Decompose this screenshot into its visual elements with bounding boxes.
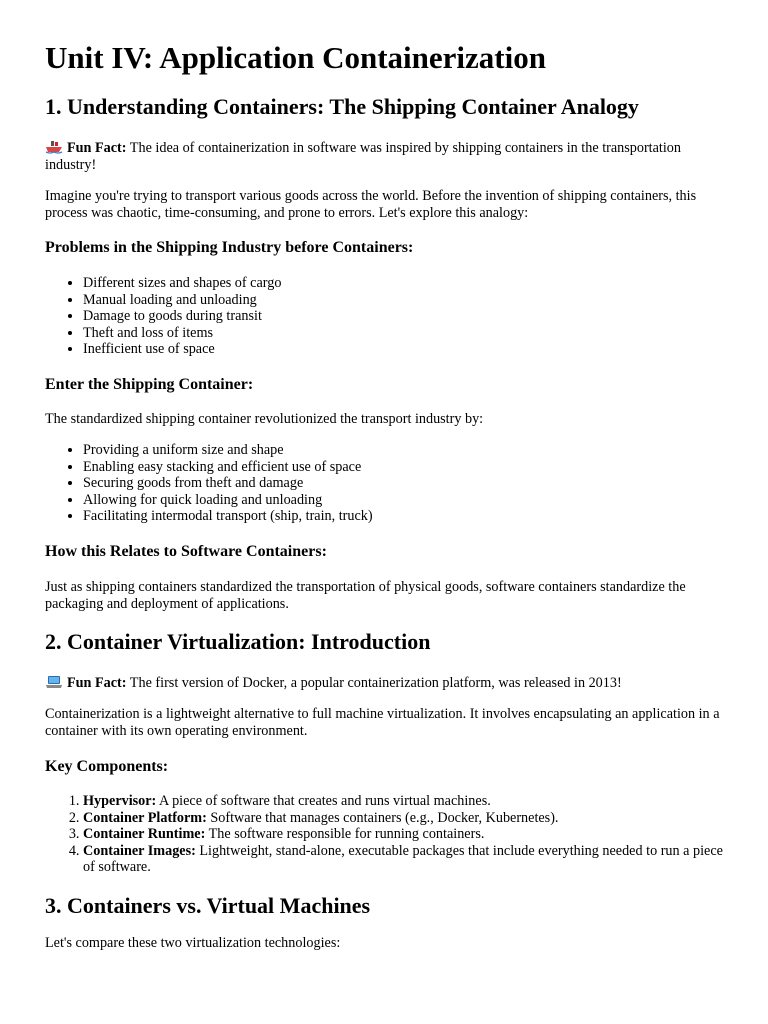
component-term: Container Platform: bbox=[83, 809, 207, 826]
components-list bbox=[45, 793, 724, 876]
list-item: • Different sizes and shapes of cargo bbox=[83, 275, 724, 292]
fun-fact-label: Fun Fact: bbox=[67, 675, 127, 691]
list-item: • Providing a uniform size and shape bbox=[83, 442, 724, 459]
enter-intro: The standardized shipping container revolutionized the transport industry by: bbox=[45, 411, 484, 427]
list-item bbox=[83, 843, 724, 876]
list-item bbox=[83, 793, 724, 810]
section3-intro: Let's compare these two virtualization technologies: bbox=[45, 935, 341, 951]
section1-heading: 1. Understanding Containers: The Shipping Container Analogy bbox=[45, 94, 639, 119]
list-item: • Damage to goods during transit bbox=[83, 308, 724, 325]
section1-intro: Imagine you're trying to transport various goods across the world. Before the invention of shipping containers, this process was chaotic, time-consuming, and prone to errors. Let's explore this analogy: bbox=[45, 188, 697, 221]
enter-heading: Enter the Shipping Container: bbox=[45, 376, 254, 393]
list-item bbox=[83, 810, 724, 827]
list-item: • Inefficient use of space bbox=[83, 341, 724, 358]
problems-list bbox=[45, 275, 724, 358]
fun-fact-text: The first version of Docker, a popular containerization platform, was released in 2013! bbox=[126, 675, 622, 691]
section2-heading: 2. Container Virtualization: Introduction bbox=[45, 629, 431, 654]
components-heading: Key Components: bbox=[45, 758, 169, 775]
list-item: • Manual loading and unloading bbox=[83, 292, 724, 309]
list-item: • Securing goods from theft and damage bbox=[83, 475, 724, 492]
laptop-icon bbox=[45, 675, 63, 689]
fun-fact-text: The idea of containerization in software was inspired by shipping containers in the transportation industry! bbox=[45, 140, 681, 173]
component-term: Container Runtime: bbox=[83, 826, 206, 842]
list-item: • Allowing for quick loading and unloading bbox=[83, 492, 724, 509]
relates-heading: How this Relates to Software Containers: bbox=[45, 543, 327, 560]
relates-text: Just as shipping containers standardized the transportation of physical goods, software containers standardize the packaging and deployment of applications. bbox=[45, 579, 686, 612]
component-desc: The software responsible for running containers. bbox=[205, 826, 485, 842]
section3-heading: 3. Containers vs. Virtual Machines bbox=[45, 893, 371, 918]
component-term: Hypervisor: bbox=[83, 793, 157, 809]
component-desc: A piece of software that creates and runs virtual machines. bbox=[156, 793, 491, 809]
section2-fun-fact bbox=[45, 675, 724, 692]
section1-fun-fact bbox=[45, 140, 724, 173]
problems-heading: Problems in the Shipping Industry before Containers: bbox=[45, 239, 414, 256]
ship-icon bbox=[45, 140, 63, 154]
list-item: • Theft and loss of items bbox=[83, 325, 724, 342]
component-desc: Lightweight, stand-alone, executable packages that include everything needed to run a piece of software. bbox=[83, 842, 723, 875]
list-item: • Enabling easy stacking and efficient use of space bbox=[83, 459, 724, 476]
list-item: • Facilitating intermodal transport (ship, train, truck) bbox=[83, 508, 724, 525]
section2-intro: Containerization is a lightweight alternative to full machine virtualization. It involves encapsulating an application in a container with its own operating environment. bbox=[45, 706, 720, 739]
component-desc: Software that manages containers (e.g., Docker, Kubernetes). bbox=[206, 809, 559, 826]
list-item bbox=[83, 826, 724, 843]
page-title: Unit IV: Application Containerization bbox=[45, 40, 546, 75]
component-term: Container Images: bbox=[83, 842, 196, 859]
fun-fact-label: Fun Fact: bbox=[67, 140, 127, 156]
benefits-list bbox=[45, 442, 724, 525]
